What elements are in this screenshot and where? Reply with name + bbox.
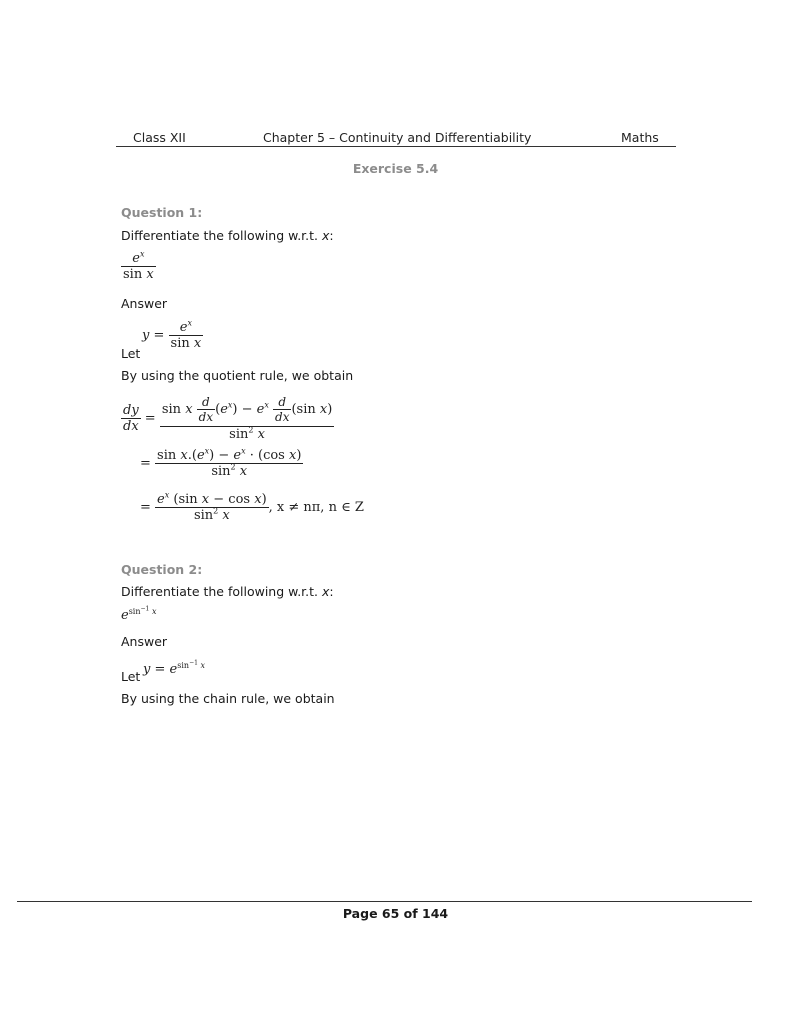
question-2-answer-label: Answer [121,634,168,649]
footer-rule [17,901,752,902]
question-1-prompt: Differentiate the following w.r.t. x: [121,228,334,243]
derivation-line-3: = $\frac{e^x (\sin x - \cos x)}{\sin^2 x}$ , x ≠ nπ, n ∈ Z [140,490,364,523]
question-1-let-expression: y = $\frac{e^x}{\text{sin x}}$ [142,318,202,351]
question-2-heading: Question 2: [121,562,203,577]
question-2-prompt: Differentiate the following w.r.t. x: [121,584,334,599]
header-class: Class XII [133,130,186,145]
derivation-line-1: $\frac{dy}{dx}$ = sin x $\frac{d}{dx}$ $(e^x) - e^x$ $\frac{d}{dx}$ (sin x) $\sin^2 x$ [123,395,333,442]
question-1-expression: $\frac{e^x}{\text{sin x}}$ [123,249,154,282]
derivation-line-2: = $\frac{\sin x.(e^x) - e^x \cdot (\cos x)}{\sin^2 x}$ [140,446,302,479]
question-2-let-expression: $y = e^{sin^{-1} x}$ [143,659,205,677]
question-2-let-label: Let [121,669,141,684]
header-chapter: Chapter 5 – Continuity and Differentiability [263,130,532,145]
page-number: Page 65 of 144 [342,906,449,921]
question-1-heading: Question 1: [121,205,203,220]
question-1-let-label: Let [121,346,141,361]
question-2-expression: $e^{sin^{-1} x}$ [121,605,157,623]
derivation-condition: , x ≠ nπ, n ∈ Z [268,500,364,515]
exercise-title: Exercise 5.4 [352,161,439,176]
question-1-answer-label: Answer [121,296,168,311]
header-rule [116,146,676,147]
question-1-rule-text: By using the quotient rule, we obtain [121,368,354,383]
header-subject: Maths [621,130,659,145]
question-2-rule-text: By using the chain rule, we obtain [121,691,335,706]
